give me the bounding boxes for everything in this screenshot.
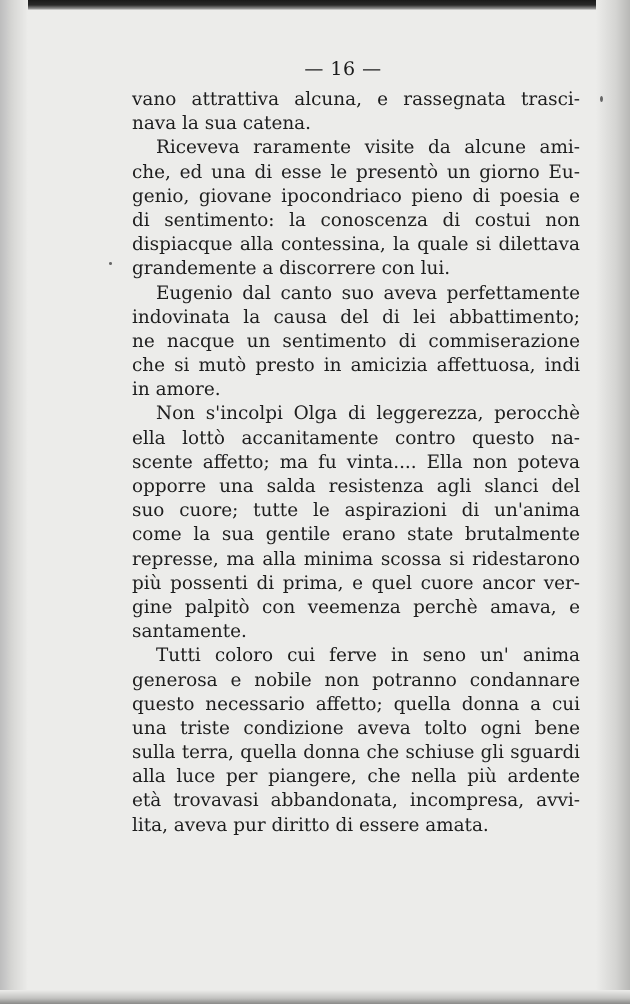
- text-line: sulla terra, quella donna che schiuse gli sguardi: [132, 742, 580, 764]
- text-line: Non s'incolpi Olga di leggerezza, perocchè: [156, 403, 580, 425]
- scan-speck: [600, 96, 603, 102]
- text-line: età trovavasi abbandonata, incompresa, avvi-: [132, 790, 580, 812]
- text-line: represse, ma alla minima scossa si ridestarono: [132, 548, 580, 570]
- page-header: [0, 58, 630, 80]
- text-line: Riceveva raramente visite da alcune ami-: [156, 137, 580, 159]
- text-line: che, ed una di esse le presentò un giorno Eu-: [132, 161, 580, 183]
- scan-speck: [109, 262, 112, 265]
- text-line: una triste condizione aveva tolto ogni bene: [132, 717, 580, 739]
- text-line: gine palpitò con veemenza perchè amava, e: [132, 596, 580, 618]
- text-line: dispiacque alla contessina, la quale si dilettava: [132, 234, 580, 256]
- text-line: come la sua gentile erano state brutalmente: [132, 524, 580, 546]
- text-line: nava la sua catena.: [132, 113, 311, 135]
- text-line: alla luce per piangere, che nella più ardente: [132, 766, 580, 788]
- text-line: Eugenio dal canto suo aveva perfettamente: [156, 282, 580, 304]
- page-bottom-edge: [0, 990, 630, 1004]
- text-line: ne nacque un sentimento di commiserazione: [132, 330, 580, 352]
- text-line: ella lottò accanitamente contro questo na-: [132, 427, 580, 449]
- text-line: lita, aveva pur diritto di essere amata.: [132, 814, 489, 836]
- text-line: indovinata la causa del di lei abbattimento;: [132, 306, 580, 328]
- text-line: Tutti coloro cui ferve in seno un' anima: [156, 645, 580, 667]
- page-left-edge: [0, 0, 28, 1004]
- text-line: genio, giovane ipocondriaco pieno di poesia e: [132, 185, 580, 207]
- text-line: di sentimento: la conoscenza di costui non: [132, 209, 580, 231]
- text-line: opporre una salda resistenza agli slanci del: [132, 476, 580, 497]
- text-line: questo necessario affetto; quella donna a cui: [132, 693, 580, 715]
- text-line: suo cuore; tutte le aspirazioni di un'anima: [132, 500, 580, 522]
- text-line: generosa e nobile non potranno condannare: [132, 669, 580, 691]
- page-right-edge: [596, 0, 630, 1004]
- page-number: — 16 —: [304, 58, 382, 80]
- text-line: scente affetto; ma fu vinta.... Ella non poteva: [132, 451, 580, 473]
- page-top-edge: [0, 0, 630, 10]
- body-text: [132, 88, 580, 838]
- text-line: più possenti di prima, e quel cuore ancor ver-: [132, 572, 580, 594]
- text-line: vano attrattiva alcuna, e rassegnata trasci-: [132, 89, 580, 110]
- text-line: in amore.: [132, 379, 221, 401]
- text-line: grandemente a discorrere con lui.: [132, 258, 451, 280]
- text-line: santamente.: [132, 621, 247, 643]
- text-line: che si mutò presto in amicizia affettuosa, indi: [132, 355, 580, 377]
